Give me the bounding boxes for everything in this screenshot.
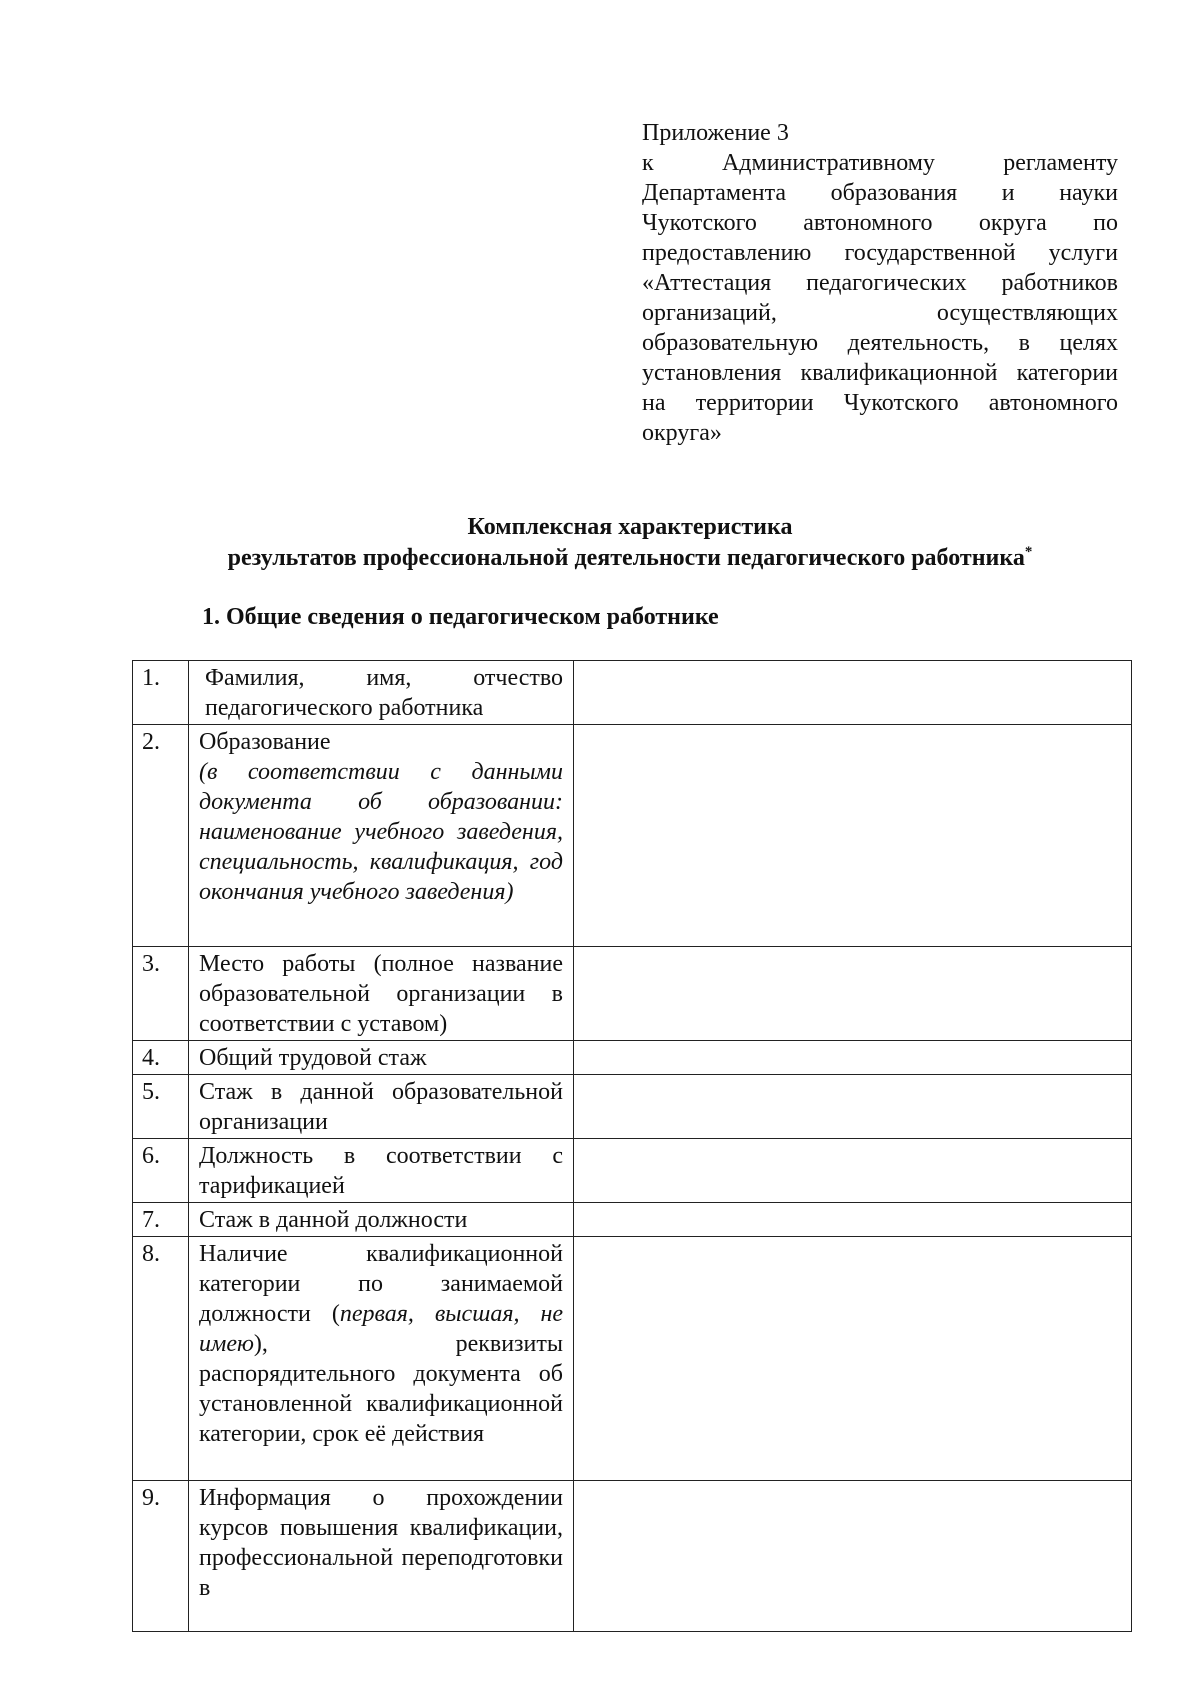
row-label-text: Информация о прохождении курсов повышения квалификации, профессиональной переподготовки в [199, 1485, 563, 1601]
table-row [133, 1139, 1132, 1203]
document-title [130, 512, 1130, 574]
document-title-line-2 [130, 543, 1130, 574]
row-label-text: Фамилия, имя, отчество педагогического работника [205, 665, 563, 721]
row-label [189, 725, 574, 947]
row-value [574, 1075, 1132, 1139]
general-info-table [132, 660, 1132, 1632]
row-value [574, 1481, 1132, 1632]
appendix-body: к Административному регламенту Департамента образования и науки Чукотского автономного округа по предоставлению государственной услуги «Аттестация педагогических работников организаций, осуществляющих образовательную деятельность, в целях установления квалификационной категории на территории Чукотского автономного округа» [642, 150, 1118, 446]
row-label [189, 1139, 574, 1203]
table-row [133, 1481, 1132, 1632]
footnote-mark: * [1024, 544, 1033, 560]
row-label-text: Место работы (полное название образовательной организации в соответствии с уставом) [199, 951, 563, 1037]
row-label [189, 1481, 574, 1632]
table-row [133, 1237, 1132, 1481]
row-number: 9. [133, 1481, 189, 1632]
row-label-part-2: ), реквизиты распорядительного документа об установленной квалификационной категории, срок её действия [199, 1331, 563, 1447]
row-label-italic: первая, высшая, не имею [199, 1301, 563, 1357]
row-number: 6. [133, 1139, 189, 1203]
row-label-text: Образование [199, 729, 331, 755]
row-number: 5. [133, 1075, 189, 1139]
document-title-line-1: Комплексная характеристика [467, 514, 793, 540]
row-number: 8. [133, 1237, 189, 1481]
row-label [189, 661, 574, 725]
row-value [574, 1041, 1132, 1075]
row-label-part-1: Наличие квалификационной категории по занимаемой должности ( [199, 1241, 563, 1327]
row-value [574, 725, 1132, 947]
document-title-line-2-text: результатов профессиональной деятельности педагогического работника [227, 545, 1025, 571]
table-row [133, 661, 1132, 725]
row-label-text: Общий трудовой стаж [199, 1045, 427, 1071]
row-label-text: Стаж в данной должности [199, 1207, 468, 1233]
row-value [574, 1203, 1132, 1237]
table-row [133, 1041, 1132, 1075]
table-row [133, 1075, 1132, 1139]
appendix-title: Приложение 3 [642, 120, 789, 146]
row-label-text: Должность в соответствии с тарификацией [199, 1143, 563, 1199]
table-row [133, 725, 1132, 947]
appendix-block [642, 118, 1118, 448]
table-row [133, 1203, 1132, 1237]
row-label-text: Стаж в данной образовательной организации [199, 1079, 563, 1135]
row-label-note: (в соответствии с данными документа об образовании: наименование учебного заведения, специальность, квалификация, год окончания учебного заведения) [199, 759, 563, 905]
row-value [574, 1237, 1132, 1481]
row-label [189, 947, 574, 1041]
row-label [189, 1075, 574, 1139]
row-number: 2. [133, 725, 189, 947]
section-heading: 1. Общие сведения о педагогическом работнике [202, 604, 719, 630]
row-label [189, 1041, 574, 1075]
row-label [189, 1203, 574, 1237]
row-label [189, 1237, 574, 1481]
row-value [574, 1139, 1132, 1203]
row-number: 4. [133, 1041, 189, 1075]
row-value [574, 661, 1132, 725]
row-number: 3. [133, 947, 189, 1041]
table-row [133, 947, 1132, 1041]
row-number: 1. [133, 661, 189, 725]
row-number: 7. [133, 1203, 189, 1237]
row-label-text [199, 1239, 563, 1449]
row-value [574, 947, 1132, 1041]
